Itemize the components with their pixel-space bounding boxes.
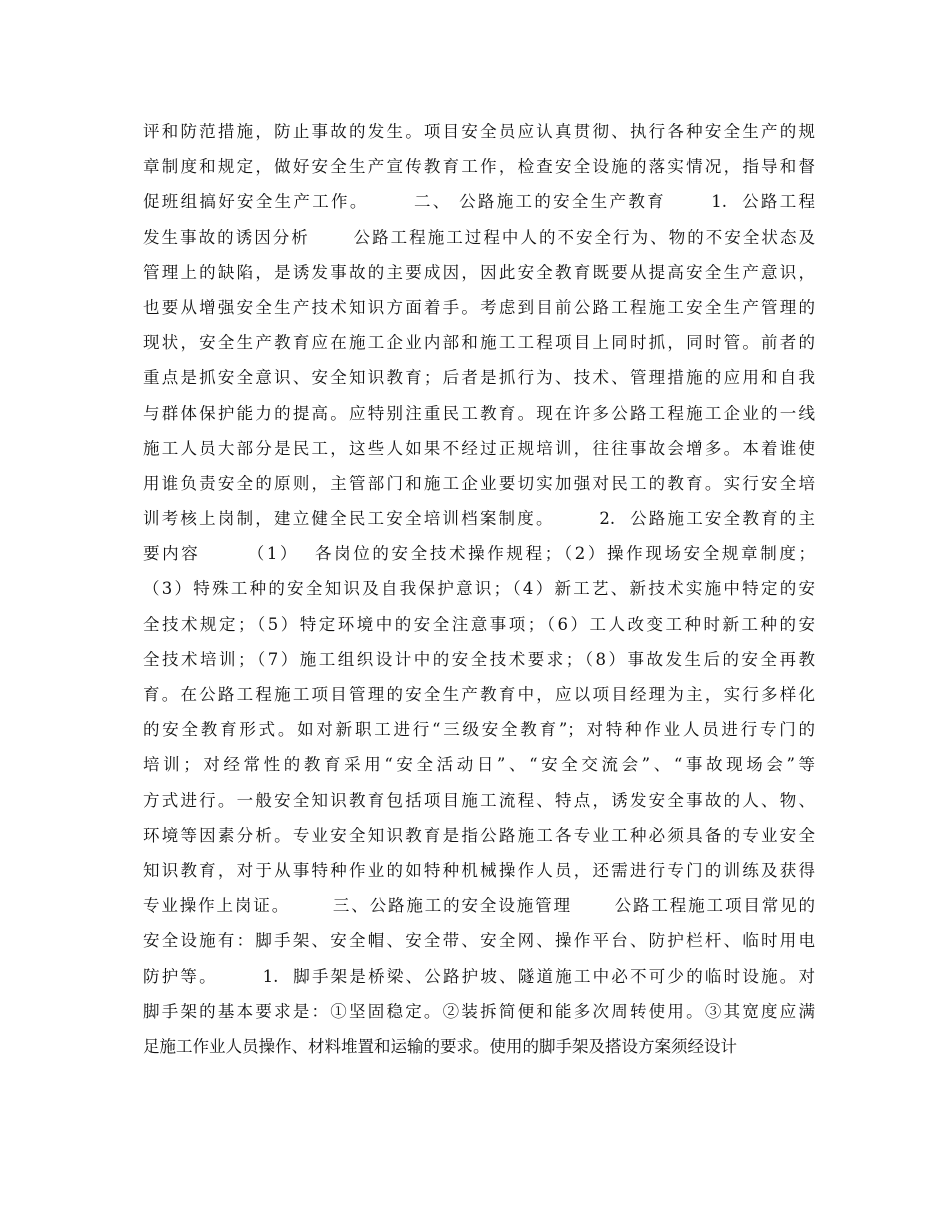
text-line: 防护等。 1. 脚手架是桥梁、公路护坡、隧道施工中必不可少的临时设施。对 [143,966,815,986]
text-line: 足施工作业人员操作、材料堆置和运输的要求。使用的脚手架及搭设方案须经设计 [143,1036,737,1056]
text-line: 与群体保护能力的提高。应特别注重民工教育。现在许多公路工程施工企业的一线 [143,403,815,423]
text-line: 知识教育，对于从事特种作业的如特种机械操作人员，还需进行专门的训练及获得 [143,860,815,880]
text-line: 章制度和规定，做好安全生产宣传教育工作，检查安全设施的落实情况，指导和督 [143,157,815,177]
text-line: 训考核上岗制，建立健全民工安全培训档案制度。 2. 公路施工安全教育的主 [143,509,815,529]
text-line: 全技术规定；（5）特定环境中的安全注意事项；（6）工人改变工种时新工种的安 [143,614,815,634]
text-line: 管理上的缺陷，是诱发事故的主要成因，因此安全教育既要从提高安全生产意识， [143,262,815,282]
text-line: 施工人员大部分是民工，这些人如果不经过正规培训，往往事故会增多。本着谁使 [143,438,815,458]
text-line: 现状，安全生产教育应在施工企业内部和施工工程项目上同时抓，同时管。前者的 [143,333,815,353]
text-line: 安全设施有：脚手架、安全帽、安全带、安全网、操作平台、防护栏杆、临时用电 [143,931,815,951]
text-line: 专业操作上岗证。 三、公路施工的安全设施管理 公路工程施工项目常见的 [143,896,815,916]
text-line: 育。在公路工程施工项目管理的安全生产教育中，应以项目经理为主，实行多样化 [143,685,815,704]
text-line: （3）特殊工种的安全知识及自我保护意识；（4）新工艺、新技术实施中特定的安 [143,579,815,599]
text-line: 发生事故的诱因分析 公路工程施工过程中人的不安全行为、物的不安全状态及 [143,227,815,247]
text-line: 评和防范措施，防止事故的发生。项目安全员应认真贯彻、执行各种安全生产的规 [143,122,815,141]
text-line: 的安全教育形式。如对新职工进行“三级安全教育”；对特种作业人员进行专门的 [143,720,815,740]
text-line: 重点是抓安全意识、安全知识教育；后者是抓行为、技术、管理措施的应用和自我 [143,368,815,388]
text-line: 方式进行。一般安全知识教育包括项目施工流程、特点，诱发安全事故的人、物、 [143,790,815,810]
text-line: 促班组搞好安全生产工作。 二、 公路施工的安全生产教育 1. 公路工程 [143,192,815,212]
text-line: 环境等因素分析。专业安全知识教育是指公路施工各专业工种必须具备的专业安全 [143,825,815,845]
text-line: 要内容 （1） 各岗位的安全技术操作规程；（2）操作现场安全规章制度； [143,544,815,564]
body-text [143,114,815,1064]
text-line: 全技术培训；（7）施工组织设计中的安全技术要求；（8）事故发生后的安全再教 [143,649,815,669]
text-line: 脚手架的基本要求是：①坚固稳定。②装拆简便和能多次周转使用。③其宽度应满 [143,1001,815,1021]
text-line: 用谁负责安全的原则，主管部门和施工企业要切实加强对民工的教育。实行安全培 [143,473,815,493]
text-line: 也要从增强安全生产技术知识方面着手。考虑到目前公路工程施工安全生产管理的 [143,297,815,317]
text-line: 培训；对经常性的教育采用“安全活动日”、“安全交流会”、“事故现场会”等 [143,755,815,775]
